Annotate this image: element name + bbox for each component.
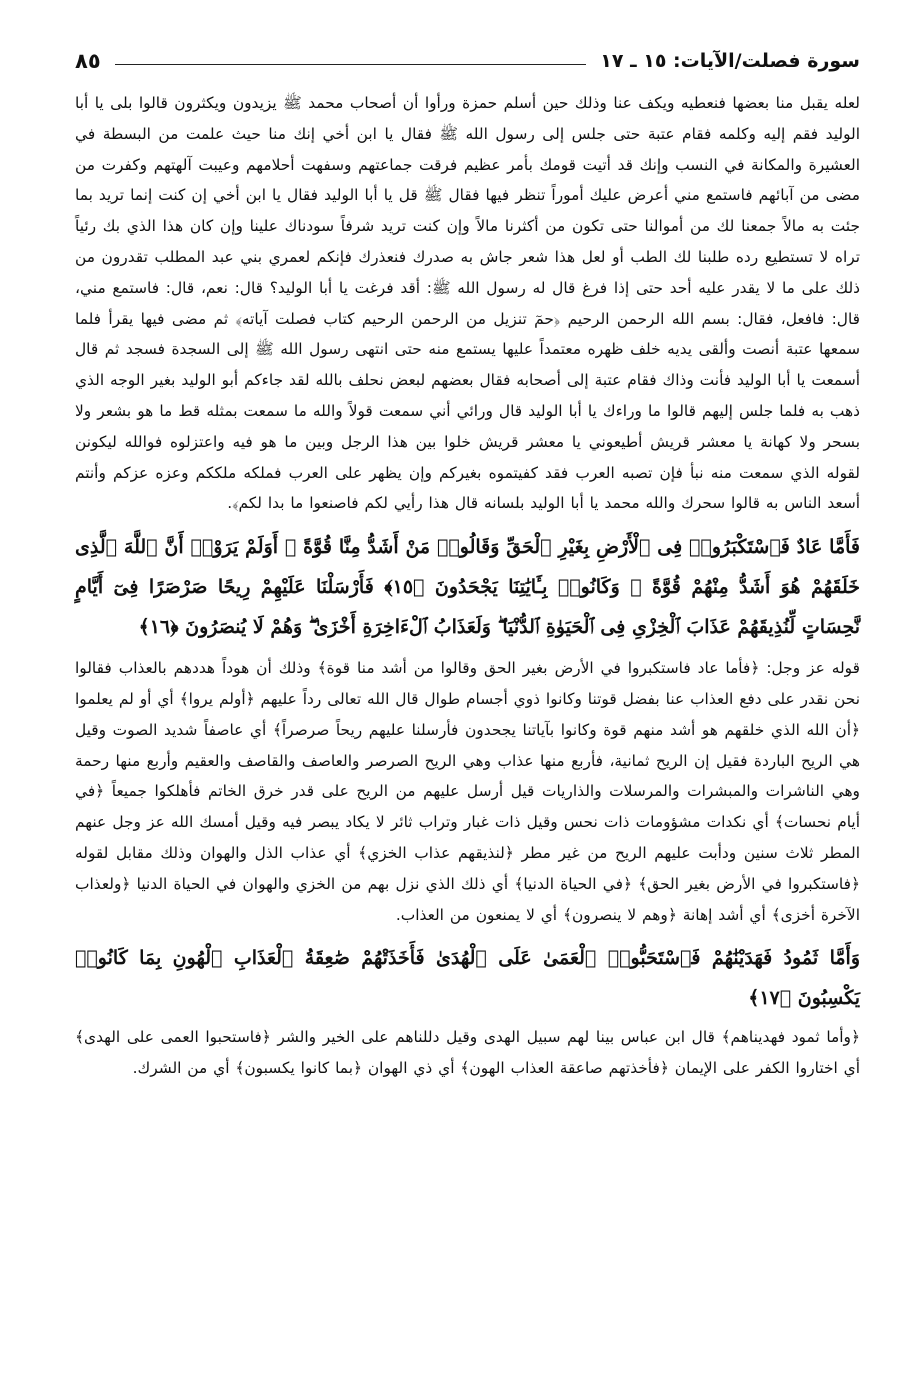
header-rule xyxy=(115,64,587,65)
page-header xyxy=(75,44,860,78)
page-number: ٨٥ xyxy=(75,49,101,73)
commentary-paragraph-1: لعله يقبل منا بعضها فنعطيه ويكف عنا وذلك حين أسلم حمزة ورأوا أن أصحاب محمد ﷺ يزيدون ويكثرون قالوا بلى يا أبا الوليد فقم إليه وكلمه فقام عتبة حتى جلس إلى رسول الله ﷺ فقال يا ابن أخي إنك منا حيث علمت من البسطة في العشيرة والمكانة في النسب وإنك قد أتيت قومك بأمر عظيم فرقت جماعتهم وسفهت أحلامهم وعيبت آلهتهم وكفرت من مضى من آبائهم فاستمع مني أعرض عليك أموراً تنظر فيها فقال ﷺ قل يا أبا الوليد فقال يا ابن أخي إن كنت إنما تريد بما جئت به مالاً جمعنا لك من أموالنا حتى تكون من أكثرنا مالاً وإن كنت تريد شرفاً سودناك علينا وإن كان هذا الذي بك رئياً تراه لا تستطيع رده طلبنا لك الطب أو لعل هذا شعر جاش به صدرك فنعذرك فإنكم لعمري بني عبد المطلب تقدرون من ذلك على ما لا يقدر عليه أحد حتى إذا فرغ قال له رسول الله ﷺ: أقد فرغت يا أبا الوليد؟ قال: نعم، قال: فاستمع مني، قال: فافعل، فقال: بسم الله الرحمن الرحيم ﴿حمٓ تنزيل من الرحمن الرحيم كتاب فصلت آياته﴾ ثم مضى فيها يقرأ فلما سمعها عتبة أنصت وألقى يديه خلف ظهره معتمداً عليها يستمع منه حتى انتهى رسول الله ﷺ إلى السجدة فسجد ثم قال أسمعت يا أبا الوليد فأنت وذاك فقام عتبة إلى أصحابه فقال بعضهم لبعض نحلف بالله لقد جاءكم أبو الوليد بغير الوجه الذي ذهب به فلما جلس إليهم قالوا ما وراءك يا أبا الوليد قال ورائي أني سمعت قولاً والله ما سمعت بمثله قط ما هو بشعر ولا بسحر ولا كهانة يا معشر قريش أطيعوني يا معشر قريش خلوا بين هذا الرجل وبين ما هو فيه واعتزلوه فوالله ليكونن لقوله الذي سمعت منه نبأ فإن تصبه العرب فقد كفيتموه بغيركم وإن يظهر على العرب فملكه ملككم وعزه عزكم وأنتم أسعد الناس به قالوا سحرك والله محمد يا أبا الوليد بلسانه قال هذا رأيي لكم فاصنعوا ما بدا لكم﴾. xyxy=(75,94,860,513)
quran-verses-15-16: فَأَمَّا عَادٌ فَٱسْتَكْبَرُوا۟ فِى ٱلْأَرْضِ بِغَيْرِ ٱلْحَقِّ وَقَالُوا۟ مَنْ أَشَدُّ مِنَّا قُوَّةً ۖ أَوَلَمْ يَرَوْا۟ أَنَّ ٱللَّهَ ٱلَّذِى خَلَقَهُمْ هُوَ أَشَدُّ مِنْهُمْ قُوَّةً ۖ وَكَانُوا۟ بِـَٔايَٰتِنَا يَجْحَدُونَ ﴿١٥﴾ فَأَرْسَلْنَا عَلَيْهِمْ رِيحًا صَرْصَرًا فِىٓ أَيَّامٍ نَّحِسَاتٍ لِّنُذِيقَهُمْ عَذَابَ ٱلْخِزْىِ فِى ٱلْحَيَوٰةِ ٱلدُّنْيَا ۖ وَلَعَذَابُ ٱلْءَاخِرَةِ أَخْزَىٰ ۖ وَهُمْ لَا يُنصَرُونَ ﴿١٦﴾ xyxy=(75,536,860,639)
surah-verses-title: سورة فصلت/الآيات: ١٥ ـ ١٧ xyxy=(600,50,860,72)
commentary-paragraph-2: قوله عز وجل: ﴿فأما عاد فاستكبروا في الأرض بغير الحق وقالوا من أشد منا قوة﴾ وذلك أن هوداً هددهم بالعذاب فقالوا نحن نقدر على دفع العذاب عنا بفضل قوتنا وكانوا ذوي أجسام طوال قال الله تعالى رداً عليهم ﴿أولم يروا﴾ أي أو لم يعلموا ﴿أن الله الذي خلقهم هو أشد منهم قوة وكانوا بآياتنا يجحدون فأرسلنا عليهم ريحاً صرصراً﴾ أي عاصفاً شديد الصوت وقيل هي الريح الباردة فقيل إن الريح ثمانية، فأربع منها عذاب وهي الريح الصرصر والعاصف والقاصف والعقيم وأربع منها رحمة وهي الناشرات والمبشرات والمرسلات والذاريات قيل أرسل عليهم من الريح على قدر خرق الخاتم فأهلكوا جميعاً ﴿في أيام نحسات﴾ أي نكدات مشؤومات ذات نحس وقيل ذات غبار وتراب ثائر لا يكاد يبصر فيه وقيل أمسك الله عز وجل عنهم المطر ثلاث سنين ودأبت عليهم الريح من غير مطر ﴿لنذيقهم عذاب الخزي﴾ أي عذاب الذل والهوان وذلك مقابل لقوله ﴿فاستكبروا في الأرض بغير الحق﴾ ﴿في الحياة الدنيا﴾ أي ذلك الذي نزل بهم من الخزي والهوان في الحياة الدنيا ﴿ولعذاب الآخرة أخزى﴾ أي أشد إهانة ﴿وهم لا ينصرون﴾ أي لا يمنعون من العذاب. xyxy=(75,659,860,924)
quran-verse-17: وَأَمَّا ثَمُودُ فَهَدَيْنَٰهُمْ فَٱسْتَحَبُّوا۟ ٱلْعَمَىٰ عَلَى ٱلْهُدَىٰ فَأَخَذَتْهُمْ صَٰعِقَةُ ٱلْعَذَابِ ٱلْهُونِ بِمَا كَانُوا۟ يَكْسِبُونَ ﴿١٧﴾ xyxy=(75,947,860,1010)
commentary-paragraph-3: ﴿وأما ثمود فهديناهم﴾ قال ابن عباس بينا لهم سبيل الهدى وقيل دللناهم على الخير والشر ﴿فاستحبوا العمى على الهدى﴾ أي اختاروا الكفر على الإيمان ﴿فأخذتهم صاعقة العذاب الهون﴾ أي ذي الهوان ﴿بما كانوا يكسبون﴾ أي من الشرك. xyxy=(75,1028,860,1078)
